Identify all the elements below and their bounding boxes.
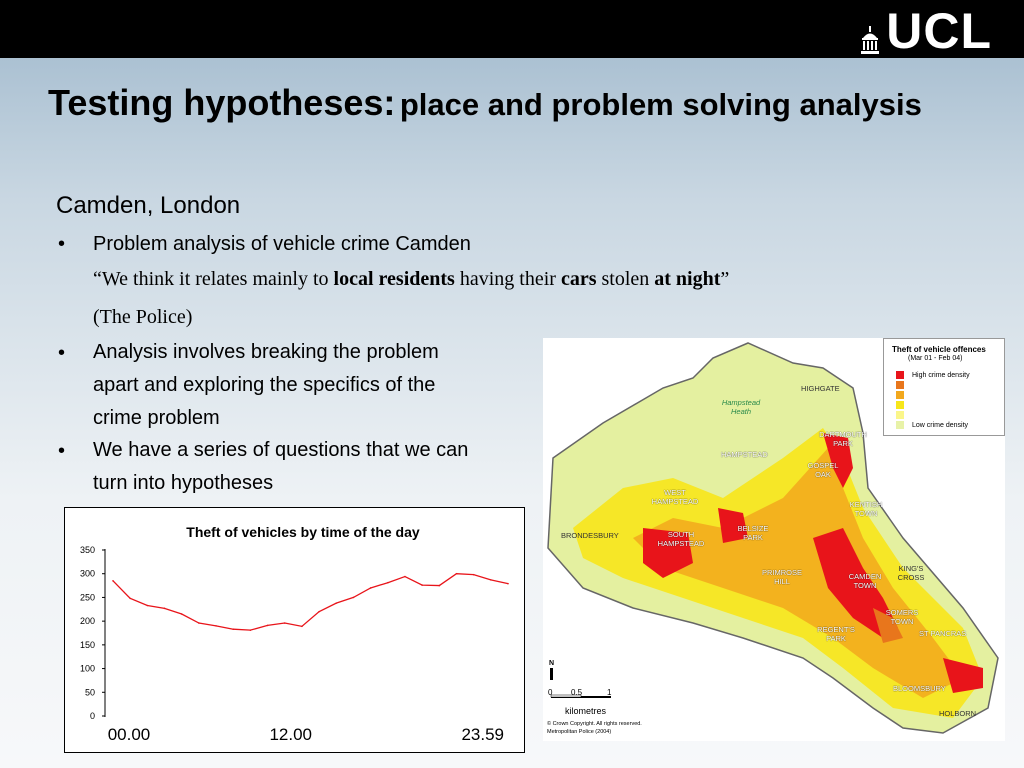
label-gospel-oak: GOSPEL OAK [807,461,839,479]
label-hampstead: HAMPSTEAD [721,450,768,459]
data-point [335,602,337,604]
label-holborn: HOLBORN [939,709,977,718]
bullet-marker: • [58,233,66,255]
data-point [387,582,389,584]
y-tick-label: 50 [84,687,95,698]
bullet-marker: • [58,440,66,462]
map-legend [883,338,1005,436]
chart-svg [65,508,524,752]
legend-title: Theft of vehicle offences [892,345,986,354]
data-point [507,583,509,585]
legend-swatch [896,401,904,409]
label-west-hampstead: WEST HAMPSTEAD [651,488,699,506]
header-bar [0,0,1024,58]
legend-period: (Mar 01 - Feb 04) [908,355,963,362]
x-tick-label: 00.00 [107,725,151,744]
scale-tick-0: 0 [548,688,553,697]
y-tick-label: 100 [79,663,95,674]
data-point [456,573,458,575]
label-camden-town: CAMDEN TOWN [848,572,882,590]
data-point [129,598,131,600]
copyright-1: © Crown Copyright. All rights reserved. [547,721,642,727]
bullet-text: We have a series of questions that we can turn into hypotheses [93,439,469,494]
chart-title: Theft of vehicles by time of the day [186,524,420,540]
label-regents-park: REGENT'S PARK [817,625,855,643]
data-point [473,574,475,576]
label-belsize-park: BELSIZE PARK [737,524,769,542]
y-tick-label: 250 [79,592,95,603]
scale-tick-05: 0.5 [571,688,583,697]
data-point [164,608,166,610]
data-point [250,629,252,631]
label-south-hampstead: SOUTH HAMPSTEAD [657,530,705,548]
y-tick-label: 200 [79,616,95,627]
data-point [318,611,320,613]
north-label: N [549,660,555,667]
data-point [215,625,217,627]
data-point [421,584,423,586]
legend-swatch [896,371,904,379]
label-dartmouth-park: DARTMOUTH PARK [819,430,867,448]
y-tick-label: 350 [79,545,95,555]
y-tick-label: 0 [89,711,95,721]
data-point [439,585,441,587]
y-tick-label: 300 [79,568,95,579]
subtitle: Camden, London [56,192,241,219]
x-tick-label: 23.59 [461,725,504,744]
scale-unit: kilometres [565,706,607,716]
label-kings-cross: KING'S CROSS [897,564,925,582]
data-point [404,576,406,578]
legend-swatch [896,391,904,399]
data-point [301,626,303,628]
label-st-pancras: ST PANCRAS [919,629,967,638]
series-line [113,574,508,630]
data-point [232,628,234,630]
title-main: Testing hypotheses: [48,82,396,123]
legend-swatch [896,381,904,389]
label-bloomsbury: BLOOMSBURY [893,684,946,693]
bullet-text: Analysis involves breaking the problem apart and exploring the specifics of the crime problem [93,341,439,429]
data-point [284,622,286,624]
label-primrose-hill: PRIMROSE HILL [761,568,802,586]
portico-icon [860,26,880,54]
data-point [267,625,269,627]
legend-swatch [896,421,904,429]
bullet-marker: • [58,342,66,364]
data-point [147,605,149,607]
title-sub: place and problem solving analysis [399,87,922,122]
logo-text: UCL [886,3,992,59]
scale-tick-1: 1 [607,688,612,697]
label-hampstead-heath: Hampstead Heath [721,398,761,416]
x-tick-label: 12.00 [269,725,313,744]
data-point [181,613,183,615]
slide-title [48,82,968,132]
copyright-2: Metropolitan Police (2004) [547,729,612,735]
time-of-day-chart [64,507,525,753]
y-tick-label: 150 [79,639,95,650]
bullet-text: Problem analysis of vehicle crime Camden [93,233,471,255]
crime-density-map [543,338,1005,741]
label-somers-town: SOMERS TOWN [885,608,919,626]
label-highgate: HIGHGATE [801,384,840,393]
data-point [198,622,200,624]
police-quote: “We think it relates mainly to local residents having their cars stolen at night” [93,268,730,290]
label-brondesbury: BRONDESBURY [561,531,619,540]
ucl-logo [860,3,992,59]
data-point [353,597,355,599]
legend-high: High crime density [912,372,970,379]
legend-low: Low crime density [912,422,969,429]
quote-attribution: (The Police) [93,306,193,328]
label-kentish-town: KENTISH TOWN [849,500,883,518]
north-arrow-icon [550,668,553,680]
data-point [370,587,372,589]
legend-swatch [896,411,904,419]
data-point [112,580,114,582]
data-point [490,579,492,581]
